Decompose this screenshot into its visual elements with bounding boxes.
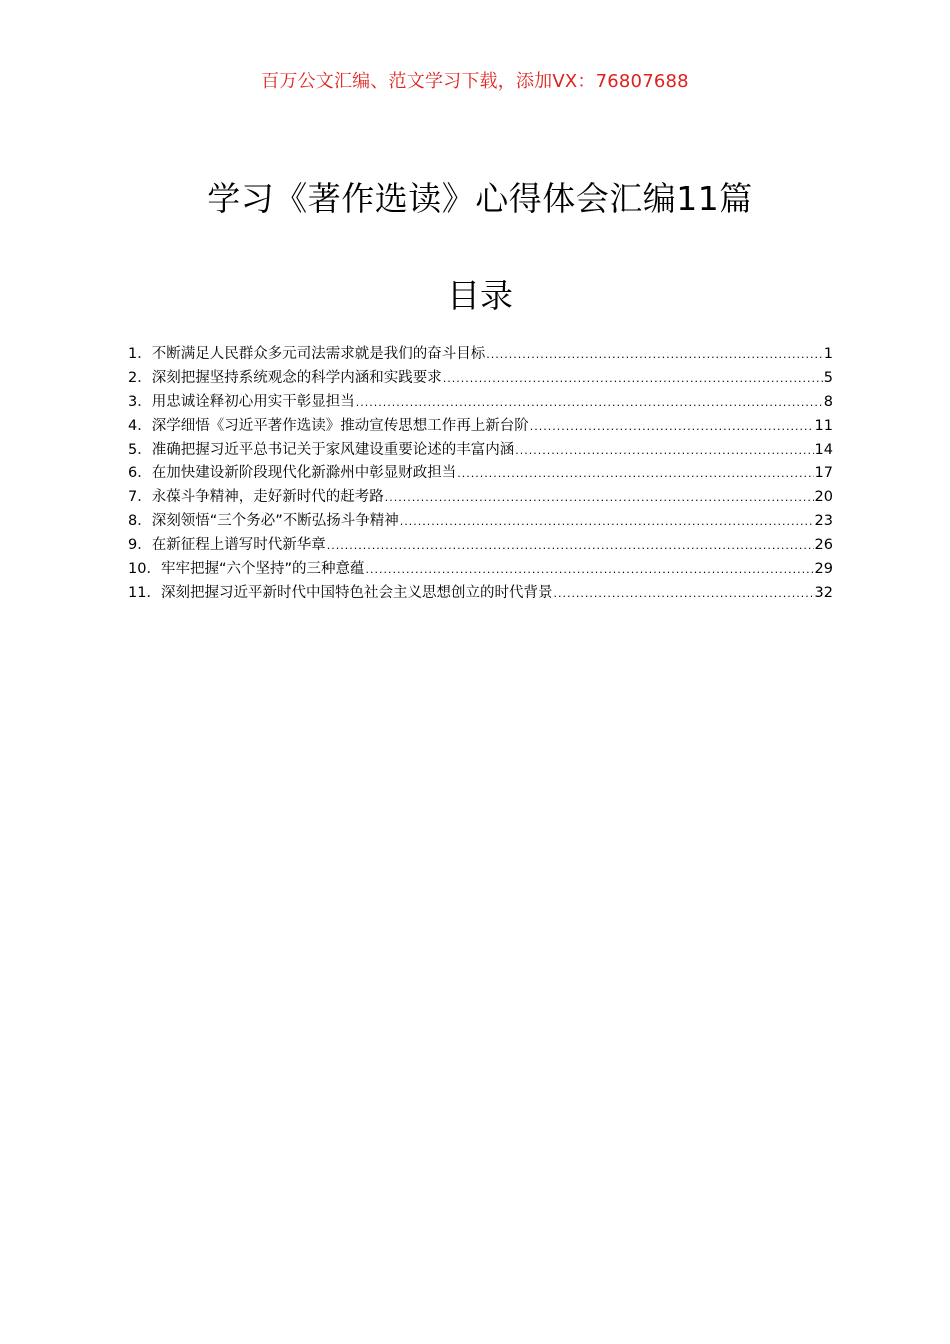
toc-entry[interactable]	[128, 486, 833, 510]
toc-dot-leader	[365, 558, 813, 582]
toc-dot-leader	[356, 391, 823, 415]
toc-entry-page: 26	[814, 537, 833, 554]
toc-entry[interactable]	[128, 367, 833, 391]
toc-dot-leader	[327, 534, 814, 558]
toc-entry[interactable]	[128, 534, 833, 558]
header-note: 百万公文汇编、范文学习下载，添加VX：76807688	[261, 71, 689, 92]
toc-entry-title: 10．牢牢把握“六个坚持”的三种意蕴	[128, 561, 365, 578]
toc-entry-page: 29	[814, 561, 833, 578]
toc-entry-page: 23	[814, 513, 833, 530]
toc-entry[interactable]	[128, 343, 833, 367]
toc-entry[interactable]	[128, 415, 833, 439]
toc-entry[interactable]	[128, 439, 833, 463]
toc-dot-leader	[443, 367, 823, 391]
toc-entry-title: 9．在新征程上谱写时代新华章	[128, 537, 326, 554]
toc-entry-title: 3．用忠诚诠释初心用实干彰显担当	[128, 393, 355, 410]
toc-entry-title: 2．深刻把握坚持系统观念的科学内涵和实践要求	[128, 369, 442, 386]
toc-entry[interactable]	[128, 558, 833, 582]
toc-heading: 目录	[447, 276, 513, 315]
toc-entry-page: 1	[823, 346, 833, 362]
toc-dot-leader	[530, 415, 814, 439]
toc-entry-title: 6．在加快建设新阶段现代化新滁州中彰显财政担当	[128, 465, 457, 482]
toc-entry-title: 11．深刻把握习近平新时代中国特色社会主义思想创立的时代背景	[128, 584, 553, 601]
toc-entry-page: 5	[823, 369, 833, 386]
table-of-contents	[128, 343, 833, 606]
toc-entry-title: 1．不断满足人民群众多元司法需求就是我们的奋斗目标	[128, 346, 486, 362]
toc-entry-page: 17	[814, 465, 833, 482]
toc-dot-leader	[515, 439, 813, 463]
toc-entry-page: 20	[814, 489, 833, 506]
toc-entry[interactable]	[128, 582, 833, 606]
toc-entry-page: 14	[814, 441, 833, 458]
toc-dot-leader	[457, 462, 813, 486]
toc-dot-leader	[385, 486, 814, 510]
toc-entry[interactable]	[128, 462, 833, 486]
toc-dot-leader	[400, 510, 814, 534]
toc-entry[interactable]	[128, 510, 833, 534]
toc-entry-title: 4．深学细悟《习近平著作选读》推动宣传思想工作再上新台阶	[128, 417, 529, 434]
toc-dot-leader	[553, 582, 813, 606]
toc-entry[interactable]	[128, 391, 833, 415]
toc-entry-title: 8．深刻领悟“三个务必”不断弘扬斗争精神	[128, 513, 399, 530]
document-title: 学习《著作选读》心得体会汇编11篇	[207, 179, 753, 218]
toc-dot-leader	[486, 343, 823, 367]
toc-entry-page: 32	[814, 584, 833, 601]
toc-entry-title: 5．准确把握习近平总书记关于家风建设重要论述的丰富内涵	[128, 441, 515, 458]
toc-entry-page: 8	[823, 393, 833, 410]
toc-entry-title: 7．永葆斗争精神，走好新时代的赶考路	[128, 489, 384, 506]
toc-entry-page: 11	[814, 417, 833, 434]
